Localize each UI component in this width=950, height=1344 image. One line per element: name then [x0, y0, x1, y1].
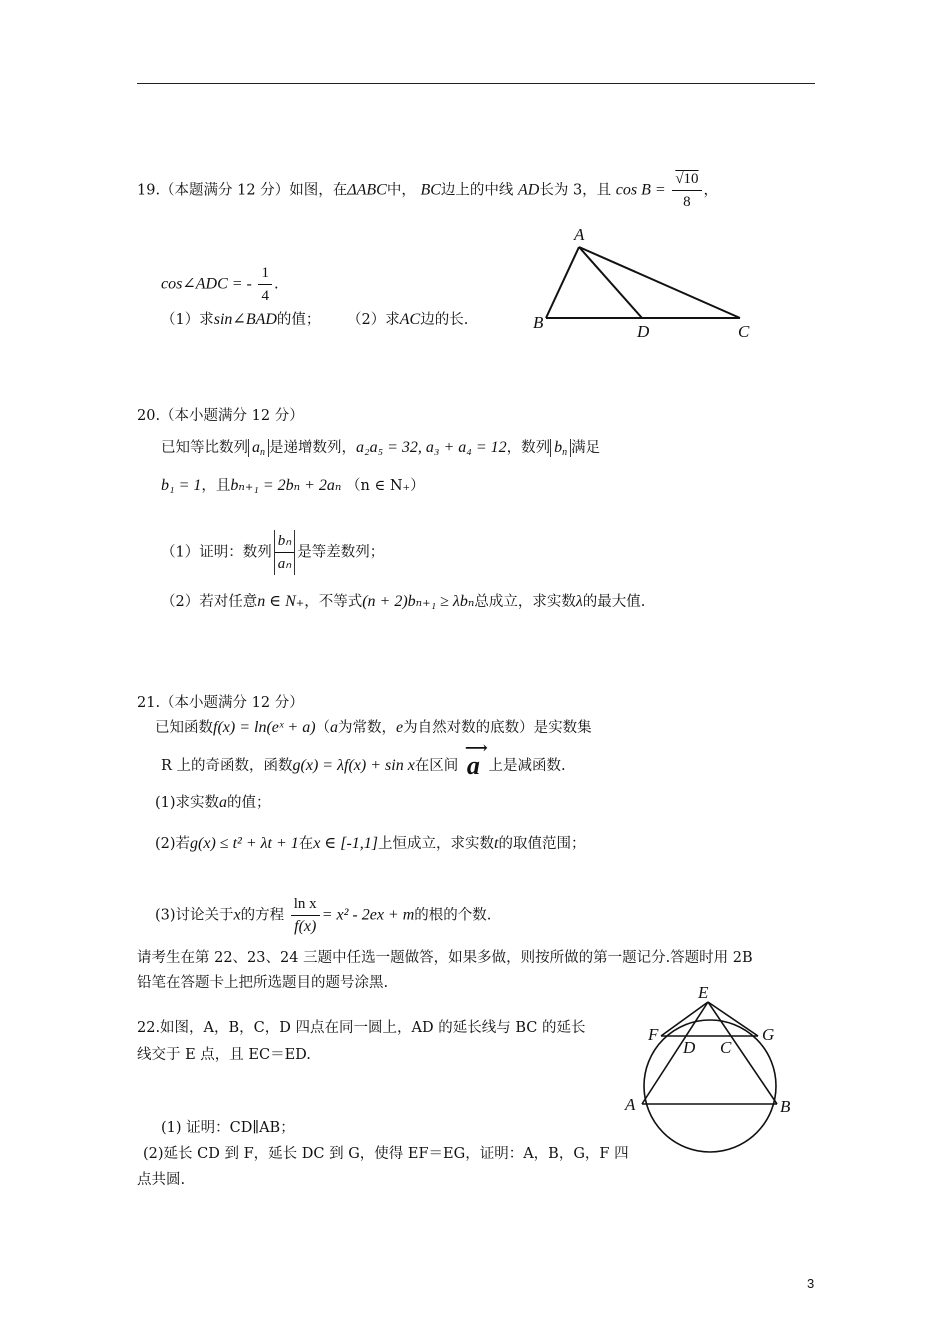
- q19-triangle-figure: [530, 222, 760, 344]
- line-ge: [708, 1002, 758, 1036]
- q22-part-1: (1) 证明：CD∥AB；: [161, 1120, 295, 1136]
- q19-line-2: cos∠ADC = - $\frac{1}{4}$ .: [161, 262, 279, 307]
- fraction-lnx-over-fx: $\frac{\text{ln x}}{f(x)}$: [291, 893, 320, 938]
- triangle-abc: ΔABC: [347, 181, 387, 199]
- label-d: D: [683, 1038, 696, 1057]
- label-a: A: [625, 1095, 636, 1114]
- fraction-bn-over-an: $\frac{\text{bₙ}}{\text{aₙ}}$: [274, 530, 295, 575]
- label-f: F: [648, 1025, 659, 1044]
- q21-part-3: (3)讨论关于x的方程 $\frac{\text{ln x}}{f(x)}$ = x² - 2ex + m的根的个数.: [155, 893, 491, 938]
- q20-line-1: 已知等比数列 $a_n$ 是递增数列，a₂a₅ = 32, a₃ + a₄ = 12，数列 $b_n$ 满足: [161, 439, 601, 458]
- edge-ab: [546, 247, 579, 318]
- q22-line-2: 线交于 E 点，且 EC＝ED.: [137, 1047, 311, 1063]
- q20-line-2: b₁ = 1，且bₙ₊₁ = 2bₙ + 2aₙ （n ∈ N₊）: [161, 477, 425, 494]
- label-c: C: [738, 322, 750, 341]
- circle: [644, 1020, 776, 1152]
- q20-part-2: （2）若对任意n ∈ N₊，不等式(n + 2)bₙ₊₁ ≥ λbₙ总成立，求实数λ的最大值.: [161, 593, 646, 610]
- edge-ac: [579, 247, 740, 318]
- label-b: B: [780, 1097, 791, 1116]
- q20-part-1: （1）证明：数列 $\frac{\text{bₙ}}{\text{aₙ}}$ 是等差数列；: [161, 530, 384, 575]
- label-d: D: [637, 322, 650, 341]
- label-a: A: [574, 225, 585, 244]
- instruction-note-2: 铅笔在答题卡上把所选题目的题号涂黑.: [137, 975, 389, 991]
- label-c: C: [720, 1038, 732, 1057]
- q21-head: 21.（本小题满分 12 分）: [137, 695, 304, 711]
- q20-head: 20.（本小题满分 12 分）: [137, 408, 304, 424]
- line-fe: [661, 1002, 708, 1036]
- q21-part-1: (1)求实数a的值；: [155, 794, 271, 811]
- header-rule: [137, 83, 815, 84]
- sequence-an: $a_n$: [248, 439, 269, 457]
- q19-parts: （1）求sin∠BAD的值； （2）求AC边的长.: [161, 311, 469, 328]
- median-ad: [579, 247, 642, 318]
- q22-circle-figure: [616, 982, 806, 1154]
- fraction-one-quarter: $\frac{1}{4}$: [258, 262, 272, 307]
- label-e: E: [698, 983, 709, 1002]
- q21-line-2: R 上的奇函数，函数g(x) = λf(x) + sin x在区间 ⟶ a 上是减函数.: [161, 740, 566, 780]
- q22-part-2b: 点共圆.: [137, 1172, 186, 1188]
- label-b: B: [533, 313, 544, 332]
- q21-part-2: (2)若g(x) ≤ t² + λt + 1在x ∈ [-1,1]上恒成立，求实数t的取值范围；: [155, 835, 586, 852]
- interval-vector-a: ⟶ a: [464, 740, 488, 780]
- fraction-sqrt10-over-8: $\frac{√10}{8}$: [672, 168, 701, 213]
- q22-part-2a: (2)延长 CD 到 F，延长 DC 到 G，使得 EF＝EG，证明：A，B，G，F 四: [143, 1146, 629, 1162]
- instruction-note-1: 请考生在第 22、23、24 三题中任选一题做答，如果多做，则按所做的第一题记分.答题时用 2B: [137, 950, 753, 966]
- q19-line-1: 19.（本题满分 12 分）如图，在ΔABC中， BC边上的中线 AD长为 3，且 cos B = $\frac{√10}{8}$ ，: [137, 168, 718, 213]
- sequence-bn: $b_n$: [550, 439, 571, 457]
- label-g: G: [762, 1025, 775, 1044]
- line-ae: [642, 1002, 708, 1104]
- q21-line-1: 已知函数f(x) = ln(eˣ + a)（a为常数，e为自然对数的底数）是实数集: [155, 719, 592, 736]
- page-number: 3: [807, 1276, 815, 1291]
- q22-line-1: 22.如图，A，B，C，D 四点在同一圆上，AD 的延长线与 BC 的延长: [137, 1020, 586, 1036]
